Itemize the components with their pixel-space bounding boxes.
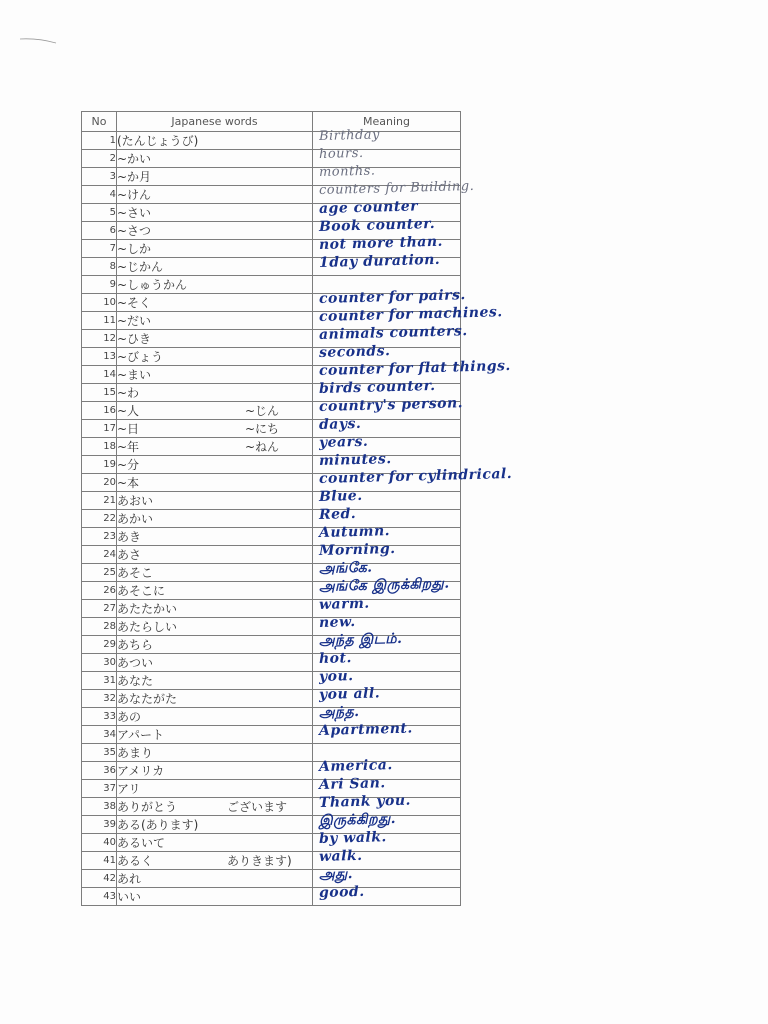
japanese-word-cell — [117, 618, 313, 636]
meaning-cell — [313, 883, 461, 906]
japanese-word-cell — [117, 636, 313, 654]
handwritten-meaning: days. — [318, 415, 362, 433]
handwritten-meaning: warm. — [318, 595, 370, 613]
japanese-word: ~日 — [117, 422, 140, 436]
row-number: 16 — [82, 402, 117, 420]
row-number: 32 — [82, 690, 117, 708]
handwritten-meaning: Red. — [318, 506, 357, 523]
table-row — [82, 474, 461, 492]
handwritten-meaning: months. — [318, 163, 376, 180]
japanese-word-cell — [117, 474, 313, 492]
row-number: 12 — [82, 330, 117, 348]
handwritten-meaning: by walk. — [318, 829, 388, 847]
row-number: 40 — [82, 834, 117, 852]
japanese-word: あまり — [117, 746, 154, 760]
japanese-word: あたたかい — [117, 602, 178, 616]
handwritten-meaning: counter for cylindrical. — [318, 465, 513, 487]
table-row — [82, 582, 461, 600]
handwritten-meaning: அந்த இடம். — [318, 630, 403, 649]
table-row — [82, 618, 461, 636]
table-row — [82, 888, 461, 906]
table-row — [82, 744, 461, 762]
row-number: 38 — [82, 798, 117, 816]
handwritten-meaning: you all. — [318, 685, 381, 703]
row-number: 34 — [82, 726, 117, 744]
table-row — [82, 150, 461, 168]
handwritten-meaning: Birthday — [318, 127, 381, 144]
row-number: 33 — [82, 708, 117, 726]
table-row — [82, 510, 461, 528]
japanese-word: ~びょう — [117, 350, 164, 364]
japanese-word-cell — [117, 438, 313, 456]
handwritten-meaning: new. — [318, 614, 356, 631]
japanese-word: ~かい — [117, 152, 152, 166]
handwritten-meaning: 1day duration. — [318, 251, 441, 271]
japanese-word-cell — [117, 168, 313, 186]
japanese-word: ~まい — [117, 368, 152, 382]
row-number: 26 — [82, 582, 117, 600]
table-row — [82, 600, 461, 618]
japanese-word-cell — [117, 564, 313, 582]
japanese-word-cell — [117, 312, 313, 330]
japanese-word-cell — [117, 420, 313, 438]
handwritten-meaning: walk. — [318, 847, 363, 865]
handwritten-meaning: counter for pairs. — [318, 287, 466, 307]
japanese-word: ~人 — [117, 404, 140, 418]
handwritten-meaning: good. — [318, 883, 365, 901]
scan-mark — [18, 36, 58, 44]
japanese-word: アメリカ — [117, 764, 165, 778]
japanese-word-cell — [117, 816, 313, 834]
japanese-word-cell — [117, 852, 313, 870]
row-number: 18 — [82, 438, 117, 456]
row-number: 22 — [82, 510, 117, 528]
japanese-word-cell — [117, 780, 313, 798]
japanese-word: ~か月 — [117, 170, 152, 184]
japanese-word: ~年 — [117, 440, 140, 454]
table-row — [82, 654, 461, 672]
japanese-word: あなたがた — [117, 692, 178, 706]
handwritten-meaning: இருக்கிறது. — [318, 810, 397, 829]
japanese-word-cell — [117, 204, 313, 222]
row-number: 41 — [82, 852, 117, 870]
japanese-word-cell — [117, 888, 313, 906]
table-row — [82, 546, 461, 564]
japanese-word: あさ — [117, 548, 142, 562]
row-number: 37 — [82, 780, 117, 798]
table-row — [82, 492, 461, 510]
japanese-word: あたらしい — [117, 620, 178, 634]
row-number: 30 — [82, 654, 117, 672]
handwritten-meaning: Thank you. — [318, 792, 412, 811]
table-row — [82, 834, 461, 852]
japanese-word: ある(あります) — [117, 818, 199, 832]
handwritten-meaning: country's person. — [318, 395, 464, 415]
japanese-word-cell — [117, 726, 313, 744]
japanese-word: あるく — [117, 854, 154, 868]
handwritten-meaning: years. — [318, 433, 369, 451]
japanese-word-cell — [117, 186, 313, 204]
handwritten-meaning: birds counter. — [318, 377, 436, 397]
handwritten-meaning: Morning. — [318, 540, 396, 559]
japanese-word-cell — [117, 690, 313, 708]
japanese-word: ~さい — [117, 206, 152, 220]
japanese-word: ~しゅうかん — [117, 278, 188, 292]
row-number: 35 — [82, 744, 117, 762]
japanese-word: あそこ — [117, 566, 154, 580]
table-row — [82, 420, 461, 438]
row-number: 13 — [82, 348, 117, 366]
japanese-word-cell — [117, 744, 313, 762]
row-number: 43 — [82, 888, 117, 906]
table-row — [82, 528, 461, 546]
japanese-word: ありがとう — [117, 800, 178, 814]
japanese-word: ~そく — [117, 296, 152, 310]
japanese-word: ~わ — [117, 386, 140, 400]
japanese-word-cell — [117, 366, 313, 384]
handwritten-meaning: you. — [318, 668, 354, 685]
japanese-word-cell — [117, 798, 313, 816]
japanese-word: あの — [117, 710, 142, 724]
japanese-word: あちら — [117, 638, 154, 652]
row-number: 17 — [82, 420, 117, 438]
row-number: 29 — [82, 636, 117, 654]
row-number: 1 — [82, 132, 117, 150]
japanese-word: ~だい — [117, 314, 152, 328]
japanese-word-cell — [117, 528, 313, 546]
japanese-word-note: ございます — [227, 800, 288, 814]
table-row — [82, 870, 461, 888]
handwritten-meaning: minutes. — [318, 451, 392, 469]
row-number: 6 — [82, 222, 117, 240]
row-number: 24 — [82, 546, 117, 564]
japanese-word: ~本 — [117, 476, 140, 490]
japanese-word: あそこに — [117, 584, 166, 598]
vocabulary-table — [81, 111, 513, 906]
row-number: 10 — [82, 294, 117, 312]
row-number: 28 — [82, 618, 117, 636]
handwritten-meaning: Blue. — [318, 487, 363, 505]
handwritten-meaning: Autumn. — [318, 523, 391, 541]
header-no: No — [82, 112, 117, 132]
handwritten-meaning: அது. — [318, 866, 354, 883]
row-number: 19 — [82, 456, 117, 474]
table-row — [82, 672, 461, 690]
japanese-word-cell — [117, 294, 313, 312]
japanese-word: あれ — [117, 872, 142, 886]
row-number: 15 — [82, 384, 117, 402]
japanese-word-cell — [117, 384, 313, 402]
japanese-word-cell — [117, 582, 313, 600]
japanese-word: ~分 — [117, 458, 140, 472]
table-row — [82, 402, 461, 420]
japanese-word: いい — [117, 890, 142, 904]
handwritten-meaning: age counter — [318, 198, 419, 217]
japanese-word: あなた — [117, 674, 154, 688]
japanese-word: ~じかん — [117, 260, 164, 274]
meaning-cell — [313, 251, 461, 276]
handwritten-meaning: Ari San. — [318, 775, 386, 793]
japanese-word-cell — [117, 330, 313, 348]
japanese-word-cell — [117, 654, 313, 672]
handwritten-meaning: seconds. — [318, 343, 391, 361]
japanese-word: あおい — [117, 494, 154, 508]
japanese-word: ~さつ — [117, 224, 152, 238]
japanese-word-cell — [117, 708, 313, 726]
japanese-word: アリ — [117, 782, 141, 796]
japanese-word-cell — [117, 492, 313, 510]
japanese-word-cell — [117, 258, 313, 276]
japanese-word-cell — [117, 240, 313, 258]
japanese-word-note: ~じん — [245, 404, 280, 418]
row-number: 5 — [82, 204, 117, 222]
row-number: 27 — [82, 600, 117, 618]
handwritten-meaning: Apartment. — [318, 720, 413, 739]
table-row — [82, 330, 461, 348]
handwritten-meaning: hours. — [318, 145, 364, 162]
row-number: 11 — [82, 312, 117, 330]
handwritten-meaning: counter for machines. — [318, 304, 503, 325]
row-number: 20 — [82, 474, 117, 492]
row-number: 31 — [82, 672, 117, 690]
table-row — [82, 132, 461, 150]
handwritten-meaning: animals counters. — [318, 323, 468, 343]
table-row — [82, 636, 461, 654]
handwritten-meaning: அங்கே இருக்கிறது. — [318, 575, 450, 595]
japanese-word: アパート — [117, 728, 165, 742]
handwritten-meaning: counters for Building. — [318, 178, 475, 198]
header-japanese-words: Japanese words — [117, 112, 313, 132]
row-number: 42 — [82, 870, 117, 888]
row-number: 14 — [82, 366, 117, 384]
handwritten-meaning: அந்த. — [318, 703, 360, 721]
table-row — [82, 762, 461, 780]
japanese-word-cell — [117, 222, 313, 240]
japanese-word-cell — [117, 600, 313, 618]
header-row — [82, 112, 461, 132]
japanese-word-cell — [117, 546, 313, 564]
japanese-word-note: ~ねん — [245, 440, 280, 454]
japanese-word-cell — [117, 672, 313, 690]
japanese-word: あるいて — [117, 836, 166, 850]
japanese-word-cell — [117, 402, 313, 420]
table-row — [82, 438, 461, 456]
japanese-word-cell — [117, 834, 313, 852]
japanese-word: ~けん — [117, 188, 152, 202]
row-number: 8 — [82, 258, 117, 276]
handwritten-meaning: not more than. — [318, 233, 444, 253]
row-number: 36 — [82, 762, 117, 780]
japanese-word-cell — [117, 870, 313, 888]
table-row — [82, 852, 461, 870]
row-number: 25 — [82, 564, 117, 582]
japanese-word-note: ありきます) — [227, 854, 292, 868]
row-number: 7 — [82, 240, 117, 258]
japanese-word-cell — [117, 276, 313, 294]
japanese-word: (たんじょうび) — [117, 134, 199, 148]
row-number: 4 — [82, 186, 117, 204]
japanese-word-note: ~にち — [245, 422, 280, 436]
handwritten-meaning: hot. — [318, 650, 353, 667]
handwritten-meaning: counter for flat things. — [318, 357, 512, 379]
japanese-word: あかい — [117, 512, 154, 526]
japanese-word-cell — [117, 762, 313, 780]
japanese-word-cell — [117, 348, 313, 366]
japanese-word-cell — [117, 510, 313, 528]
table-row — [82, 798, 461, 816]
handwritten-meaning: America. — [318, 757, 393, 775]
row-number: 3 — [82, 168, 117, 186]
table-row — [82, 816, 461, 834]
row-number: 9 — [82, 276, 117, 294]
row-number: 23 — [82, 528, 117, 546]
japanese-word-cell — [117, 150, 313, 168]
row-number: 39 — [82, 816, 117, 834]
japanese-word: あつい — [117, 656, 154, 670]
table-row — [82, 690, 461, 708]
row-number: 2 — [82, 150, 117, 168]
japanese-word-cell — [117, 456, 313, 474]
handwritten-meaning: அங்கே. — [318, 559, 373, 577]
handwritten-meaning: Book counter. — [318, 215, 436, 235]
japanese-word: ~しか — [117, 242, 152, 256]
meaning-cell — [313, 720, 461, 744]
table-row — [82, 726, 461, 744]
header-meaning: Meaning — [313, 112, 461, 132]
japanese-word: あき — [117, 530, 142, 544]
table-row — [82, 258, 461, 276]
japanese-word-cell — [117, 132, 313, 150]
japanese-word: ~ひき — [117, 332, 152, 346]
row-number: 21 — [82, 492, 117, 510]
